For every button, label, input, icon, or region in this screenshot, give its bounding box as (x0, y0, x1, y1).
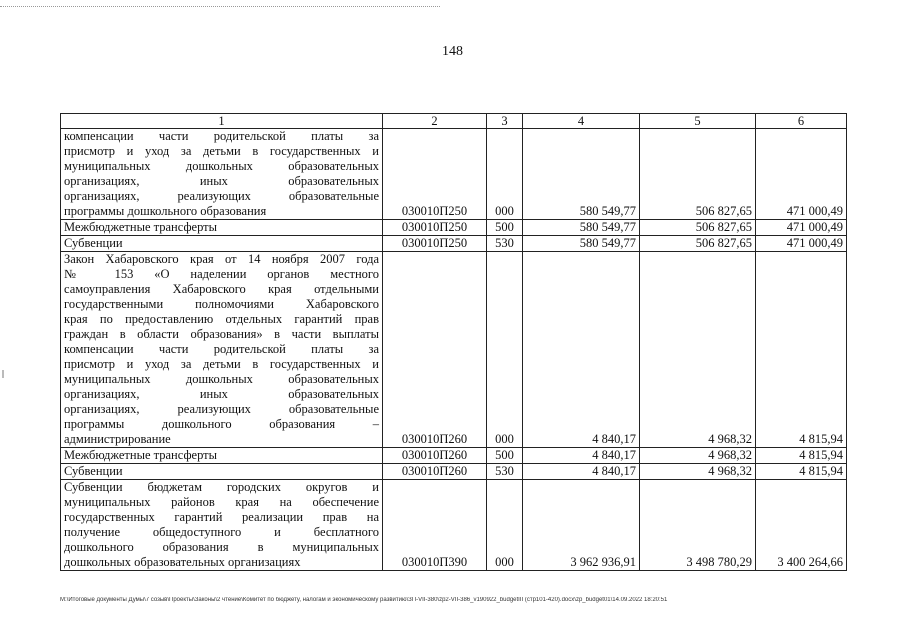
row-description (61, 220, 383, 236)
description-line: муниципальных дошкольных образовательных (64, 372, 379, 386)
row-description (61, 464, 383, 480)
row-description (61, 480, 383, 571)
amount-col4: 580 549,77 (523, 220, 640, 236)
target-article-code: 030010П390 (383, 480, 487, 571)
amount-col4: 4 840,17 (523, 252, 640, 448)
target-article-code: 030010П260 (383, 448, 487, 464)
target-article-code: 030010П260 (383, 252, 487, 448)
table-row (61, 129, 847, 220)
row-description (61, 448, 383, 464)
amount-col6: 4 815,94 (756, 252, 847, 448)
description-line: компенсации части родительской платы за (64, 342, 379, 356)
table-row (61, 236, 847, 252)
description-line: Межбюджетные трансферты (64, 220, 218, 234)
top-dotted-line (0, 6, 440, 7)
amount-col5: 4 968,32 (640, 448, 756, 464)
description-line: организациях, иных образовательных (64, 174, 379, 188)
description-line: граждан в области образования» в части выплаты (64, 327, 379, 341)
amount-col6: 4 815,94 (756, 464, 847, 480)
amount-col5: 4 968,32 (640, 464, 756, 480)
description-line: программы дошкольного образования – (64, 417, 379, 431)
column-header-6: 6 (756, 114, 847, 129)
target-article-code: 030010П250 (383, 220, 487, 236)
amount-col5: 506 827,65 (640, 236, 756, 252)
footer-file-path: M:\Итоговые документы Думы\7 созыв\Проекты\Законы\2 чтение\Комитет по бюджету, налогам и экономическому развитию\ЗП-VII-380\zp2-VII-386_v190922_budgetIII (стр101-420).docx\zp_budget01\14.09.2022 18:20:51 (60, 597, 668, 603)
amount-col4: 4 840,17 (523, 464, 640, 480)
scan-edge-mark (2, 370, 4, 378)
column-header-4: 4 (523, 114, 640, 129)
amount-col5: 3 498 780,29 (640, 480, 756, 571)
amount-col5: 506 827,65 (640, 129, 756, 220)
row-description (61, 252, 383, 448)
description-line: № 153 «О наделении органов местного (64, 267, 379, 281)
amount-col5: 506 827,65 (640, 220, 756, 236)
expense-type-code: 000 (487, 129, 523, 220)
description-line: дошкольных образовательных организациях (64, 555, 301, 569)
target-article-code: 030010П260 (383, 464, 487, 480)
expense-type-code: 000 (487, 252, 523, 448)
column-header-3: 3 (487, 114, 523, 129)
description-line: государственных гарантий реализации прав на (64, 510, 379, 524)
column-header-5: 5 (640, 114, 756, 129)
row-description (61, 129, 383, 220)
description-line: организациях, реализующих образовательные (64, 402, 379, 416)
budget-table (60, 113, 847, 571)
column-header-2: 2 (383, 114, 487, 129)
description-line: самоуправления Хабаровского края отдельными (64, 282, 379, 296)
amount-col5: 4 968,32 (640, 252, 756, 448)
expense-type-code: 500 (487, 448, 523, 464)
target-article-code: 030010П250 (383, 129, 487, 220)
table-row (61, 252, 847, 448)
table-row (61, 480, 847, 571)
header-row (61, 114, 847, 129)
table-row (61, 464, 847, 480)
expense-type-code: 000 (487, 480, 523, 571)
description-line: организациях, реализующих образовательные (64, 189, 379, 203)
description-line: получение общедоступного и бесплатного (64, 525, 379, 539)
row-description (61, 236, 383, 252)
expense-type-code: 530 (487, 464, 523, 480)
description-line: муниципальных дошкольных образовательных (64, 159, 379, 173)
description-line: Межбюджетные трансферты (64, 448, 218, 462)
amount-col6: 471 000,49 (756, 220, 847, 236)
description-line: дошкольного образования в муниципальных (64, 540, 379, 554)
amount-col4: 3 962 936,91 (523, 480, 640, 571)
description-line: администрирование (64, 432, 171, 446)
description-line: Субвенции бюджетам городских округов и (64, 480, 379, 494)
page-number: 148 (442, 44, 463, 59)
description-line: организациях, иных образовательных (64, 387, 379, 401)
description-line: присмотр и уход за детьми в государственных и (64, 357, 379, 371)
amount-col6: 471 000,49 (756, 129, 847, 220)
description-line: Субвенции (64, 236, 123, 250)
description-line: муниципальных районов края на обеспечение (64, 495, 379, 509)
amount-col4: 580 549,77 (523, 129, 640, 220)
budget-table-body (61, 114, 847, 571)
target-article-code: 030010П250 (383, 236, 487, 252)
expense-type-code: 500 (487, 220, 523, 236)
table-row (61, 448, 847, 464)
amount-col6: 4 815,94 (756, 448, 847, 464)
expense-type-code: 530 (487, 236, 523, 252)
description-line: Субвенции (64, 464, 123, 478)
table-row (61, 220, 847, 236)
amount-col6: 471 000,49 (756, 236, 847, 252)
description-line: государственными полномочиями Хабаровского (64, 297, 379, 311)
description-line: компенсации части родительской платы за (64, 129, 379, 143)
column-header-1: 1 (61, 114, 383, 129)
description-line: края по предоставлению отдельных гарантий прав (64, 312, 379, 326)
description-line: Закон Хабаровского края от 14 ноября 2007 года (64, 252, 379, 266)
description-line: присмотр и уход за детьми в государственных и (64, 144, 379, 158)
amount-col4: 580 549,77 (523, 236, 640, 252)
amount-col6: 3 400 264,66 (756, 480, 847, 571)
description-line: программы дошкольного образования (64, 204, 267, 218)
amount-col4: 4 840,17 (523, 448, 640, 464)
